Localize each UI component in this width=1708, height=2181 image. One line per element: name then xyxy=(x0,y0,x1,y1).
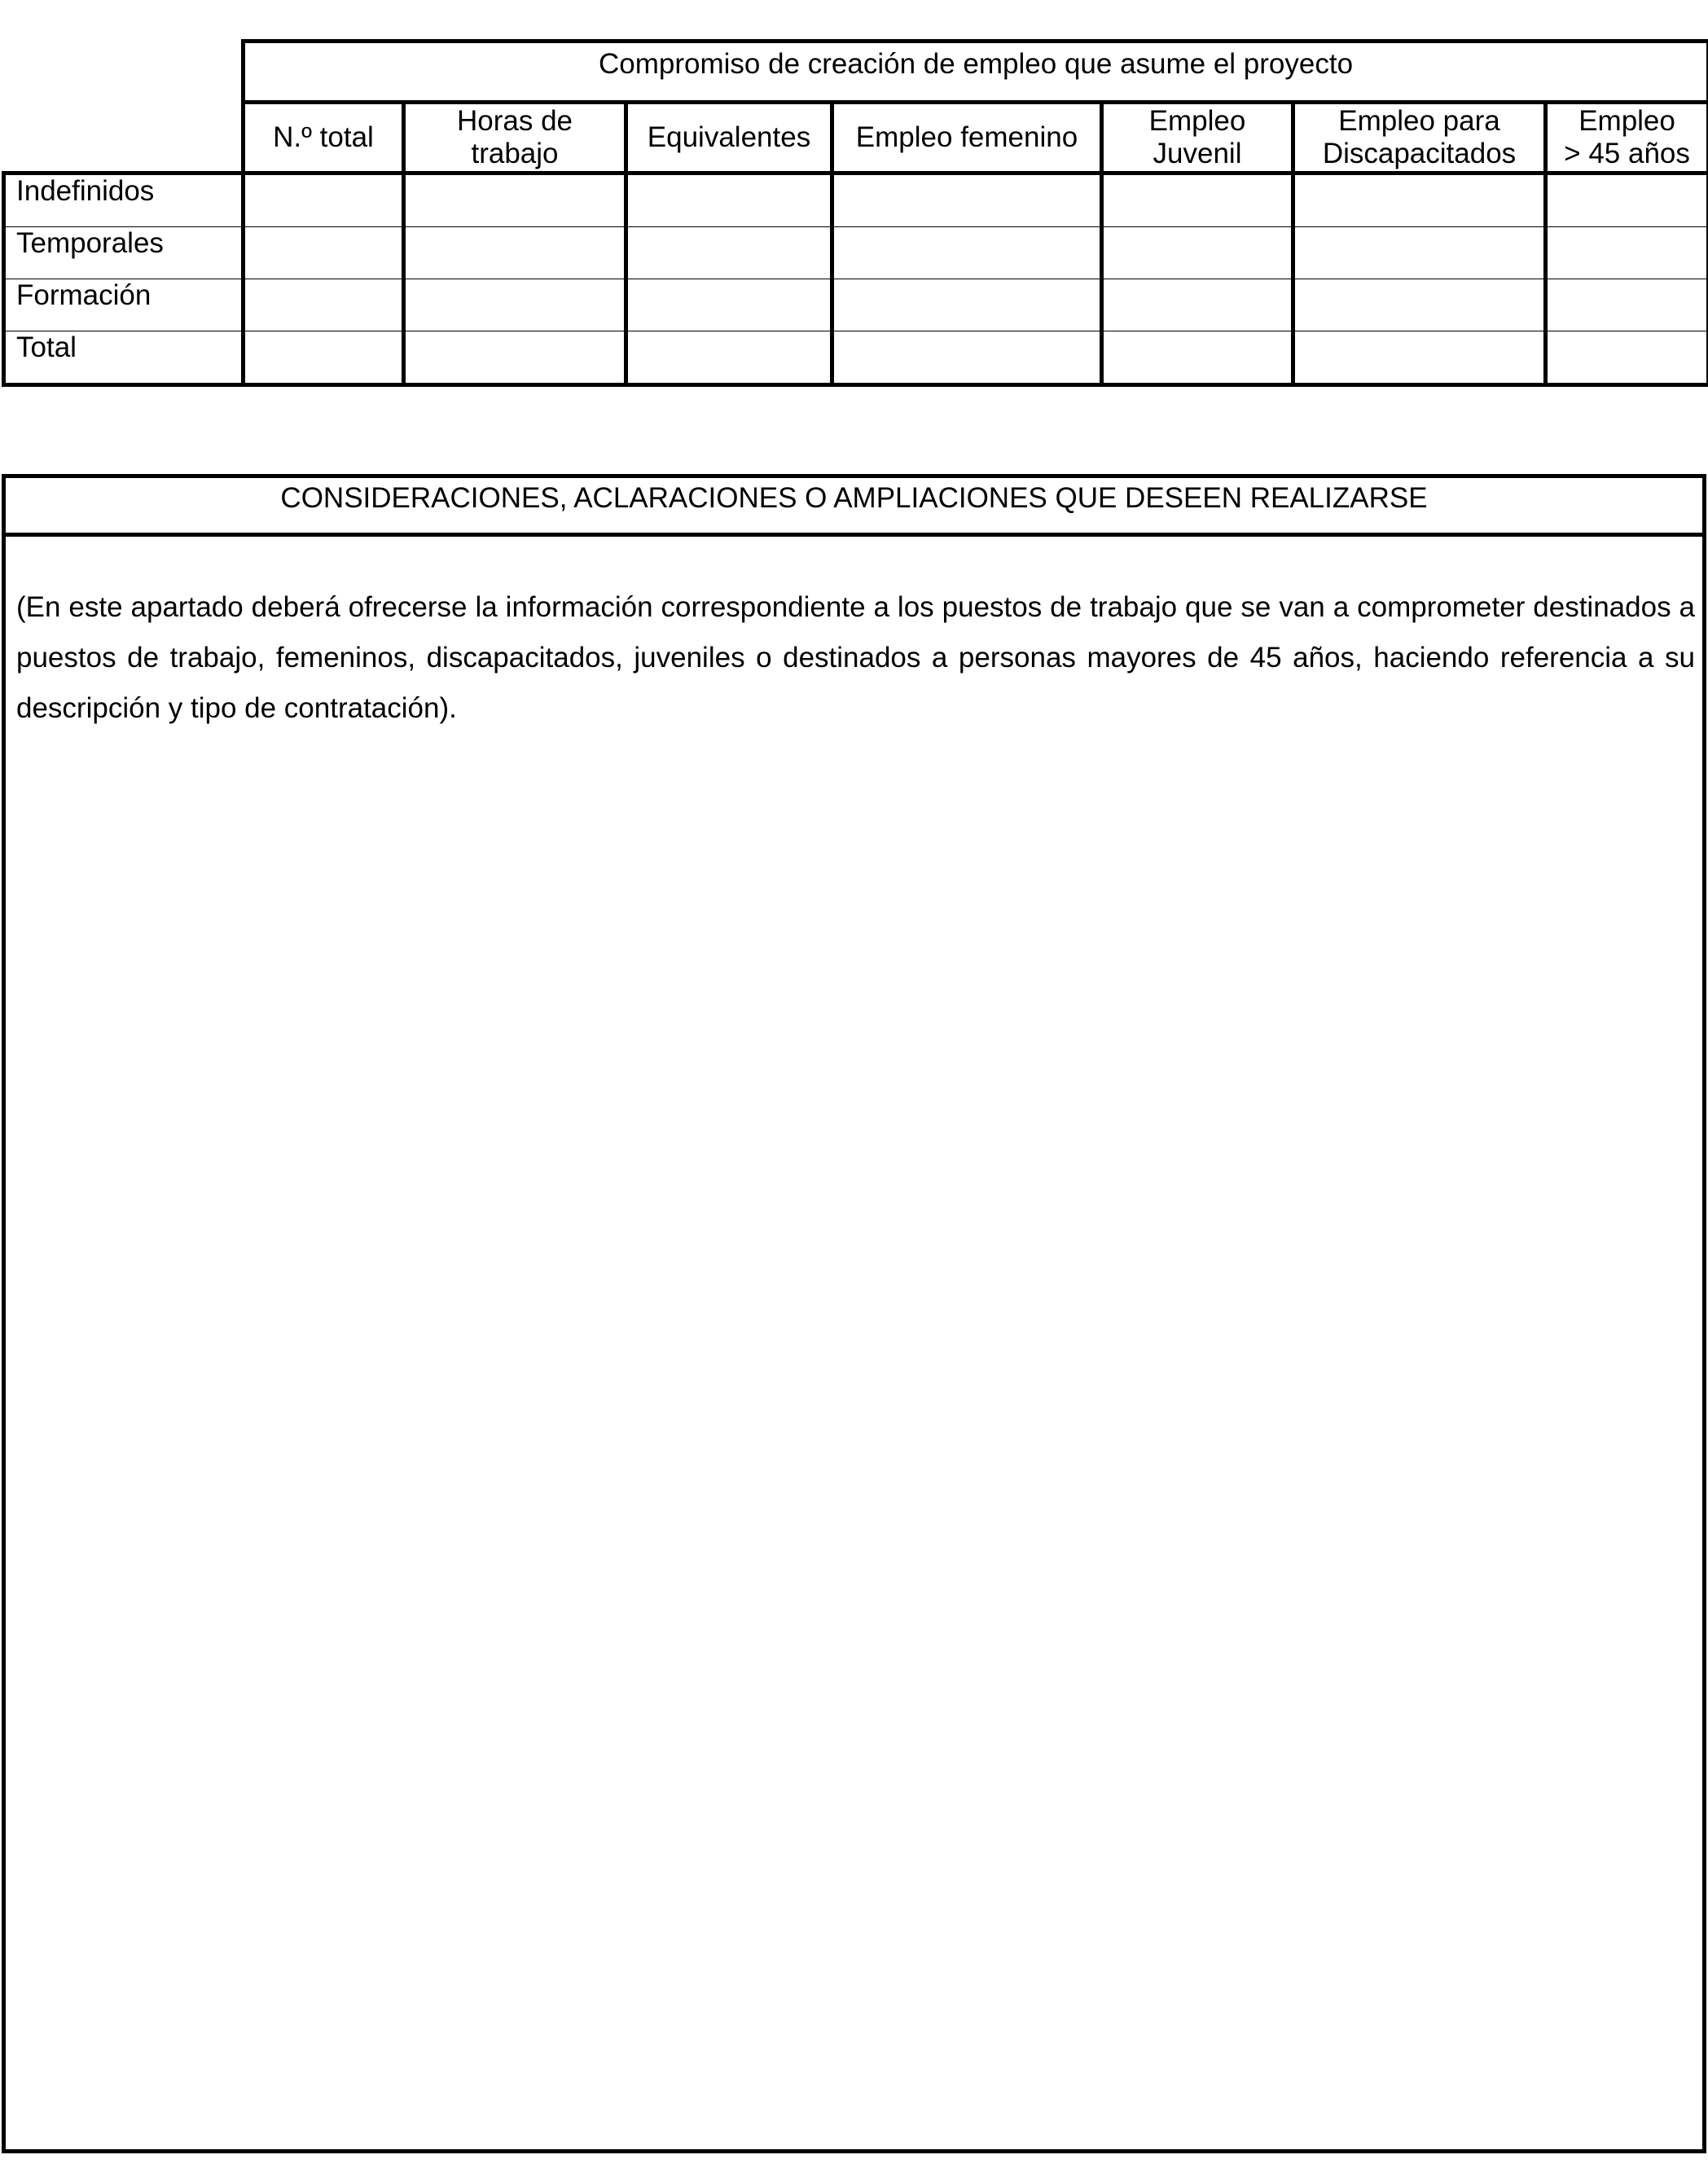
column-header-row xyxy=(4,103,1708,173)
table-row xyxy=(4,173,1708,227)
table-cell[interactable] xyxy=(626,227,832,279)
table-cell[interactable] xyxy=(1546,227,1708,279)
row-label-temporary: Temporales xyxy=(4,227,244,279)
table-corner xyxy=(4,42,244,103)
table-cell[interactable] xyxy=(1546,173,1708,227)
table-cell[interactable] xyxy=(404,173,626,227)
table-cell[interactable] xyxy=(1102,227,1293,279)
table-cell[interactable] xyxy=(1293,331,1546,385)
column-header-hours: Horas de trabajo xyxy=(404,103,626,173)
row-label-indefinite: Indefinidos xyxy=(4,173,244,227)
table-cell[interactable] xyxy=(832,227,1102,279)
table-row xyxy=(4,331,1708,385)
table-cell[interactable] xyxy=(1293,173,1546,227)
table-cell[interactable] xyxy=(626,173,832,227)
table-cell[interactable] xyxy=(626,331,832,385)
table-cell[interactable] xyxy=(832,331,1102,385)
table-title-row xyxy=(4,42,1708,103)
table-cell[interactable] xyxy=(404,279,626,331)
column-header-youth-employment: Empleo Juvenil xyxy=(1102,103,1293,173)
table-corner-lower xyxy=(4,103,244,173)
table-cell[interactable] xyxy=(626,279,832,331)
table-cell[interactable] xyxy=(1293,227,1546,279)
row-label-total: Total xyxy=(4,331,244,385)
table-cell[interactable] xyxy=(1546,279,1708,331)
table-title: Compromiso de creación de empleo que asume el proyecto xyxy=(244,42,1708,103)
column-header-over-45-employment: Empleo > 45 años xyxy=(1546,103,1708,173)
table-cell[interactable] xyxy=(1546,331,1708,385)
table-cell[interactable] xyxy=(244,279,404,331)
table-cell[interactable] xyxy=(404,331,626,385)
column-header-equivalents: Equivalentes xyxy=(626,103,832,173)
table-cell[interactable] xyxy=(244,173,404,227)
table-cell[interactable] xyxy=(832,173,1102,227)
table-cell[interactable] xyxy=(1293,279,1546,331)
considerations-instructions[interactable]: (En este apartado deberá ofrecerse la información correspondiente a los puestos de trabajo que se van a comprometer destinados a puestos de trabajo, femeninos, discapacitados, juveniles o destinados a personas mayores de 45 años, haciendo referencia a su descripción y tipo de contratación). xyxy=(16,591,1695,724)
column-header-total: N.º total xyxy=(244,103,404,173)
column-header-disabled-employment: Empleo para Discapacitados xyxy=(1293,103,1546,173)
table-cell[interactable] xyxy=(404,227,626,279)
table-cell[interactable] xyxy=(1102,331,1293,385)
table-cell[interactable] xyxy=(244,331,404,385)
considerations-section xyxy=(2,474,1706,2153)
considerations-title: CONSIDERACIONES, ACLARACIONES O AMPLIACIONES QUE DESEEN REALIZARSE xyxy=(6,478,1702,537)
table-row xyxy=(4,227,1708,279)
table-cell[interactable] xyxy=(1102,279,1293,331)
table-row xyxy=(4,279,1708,331)
table-cell[interactable] xyxy=(244,227,404,279)
column-header-female-employment: Empleo femenino xyxy=(832,103,1102,173)
table-cell[interactable] xyxy=(832,279,1102,331)
table-cell[interactable] xyxy=(1102,173,1293,227)
employment-commitment-table xyxy=(2,39,1708,387)
row-label-training: Formación xyxy=(4,279,244,331)
